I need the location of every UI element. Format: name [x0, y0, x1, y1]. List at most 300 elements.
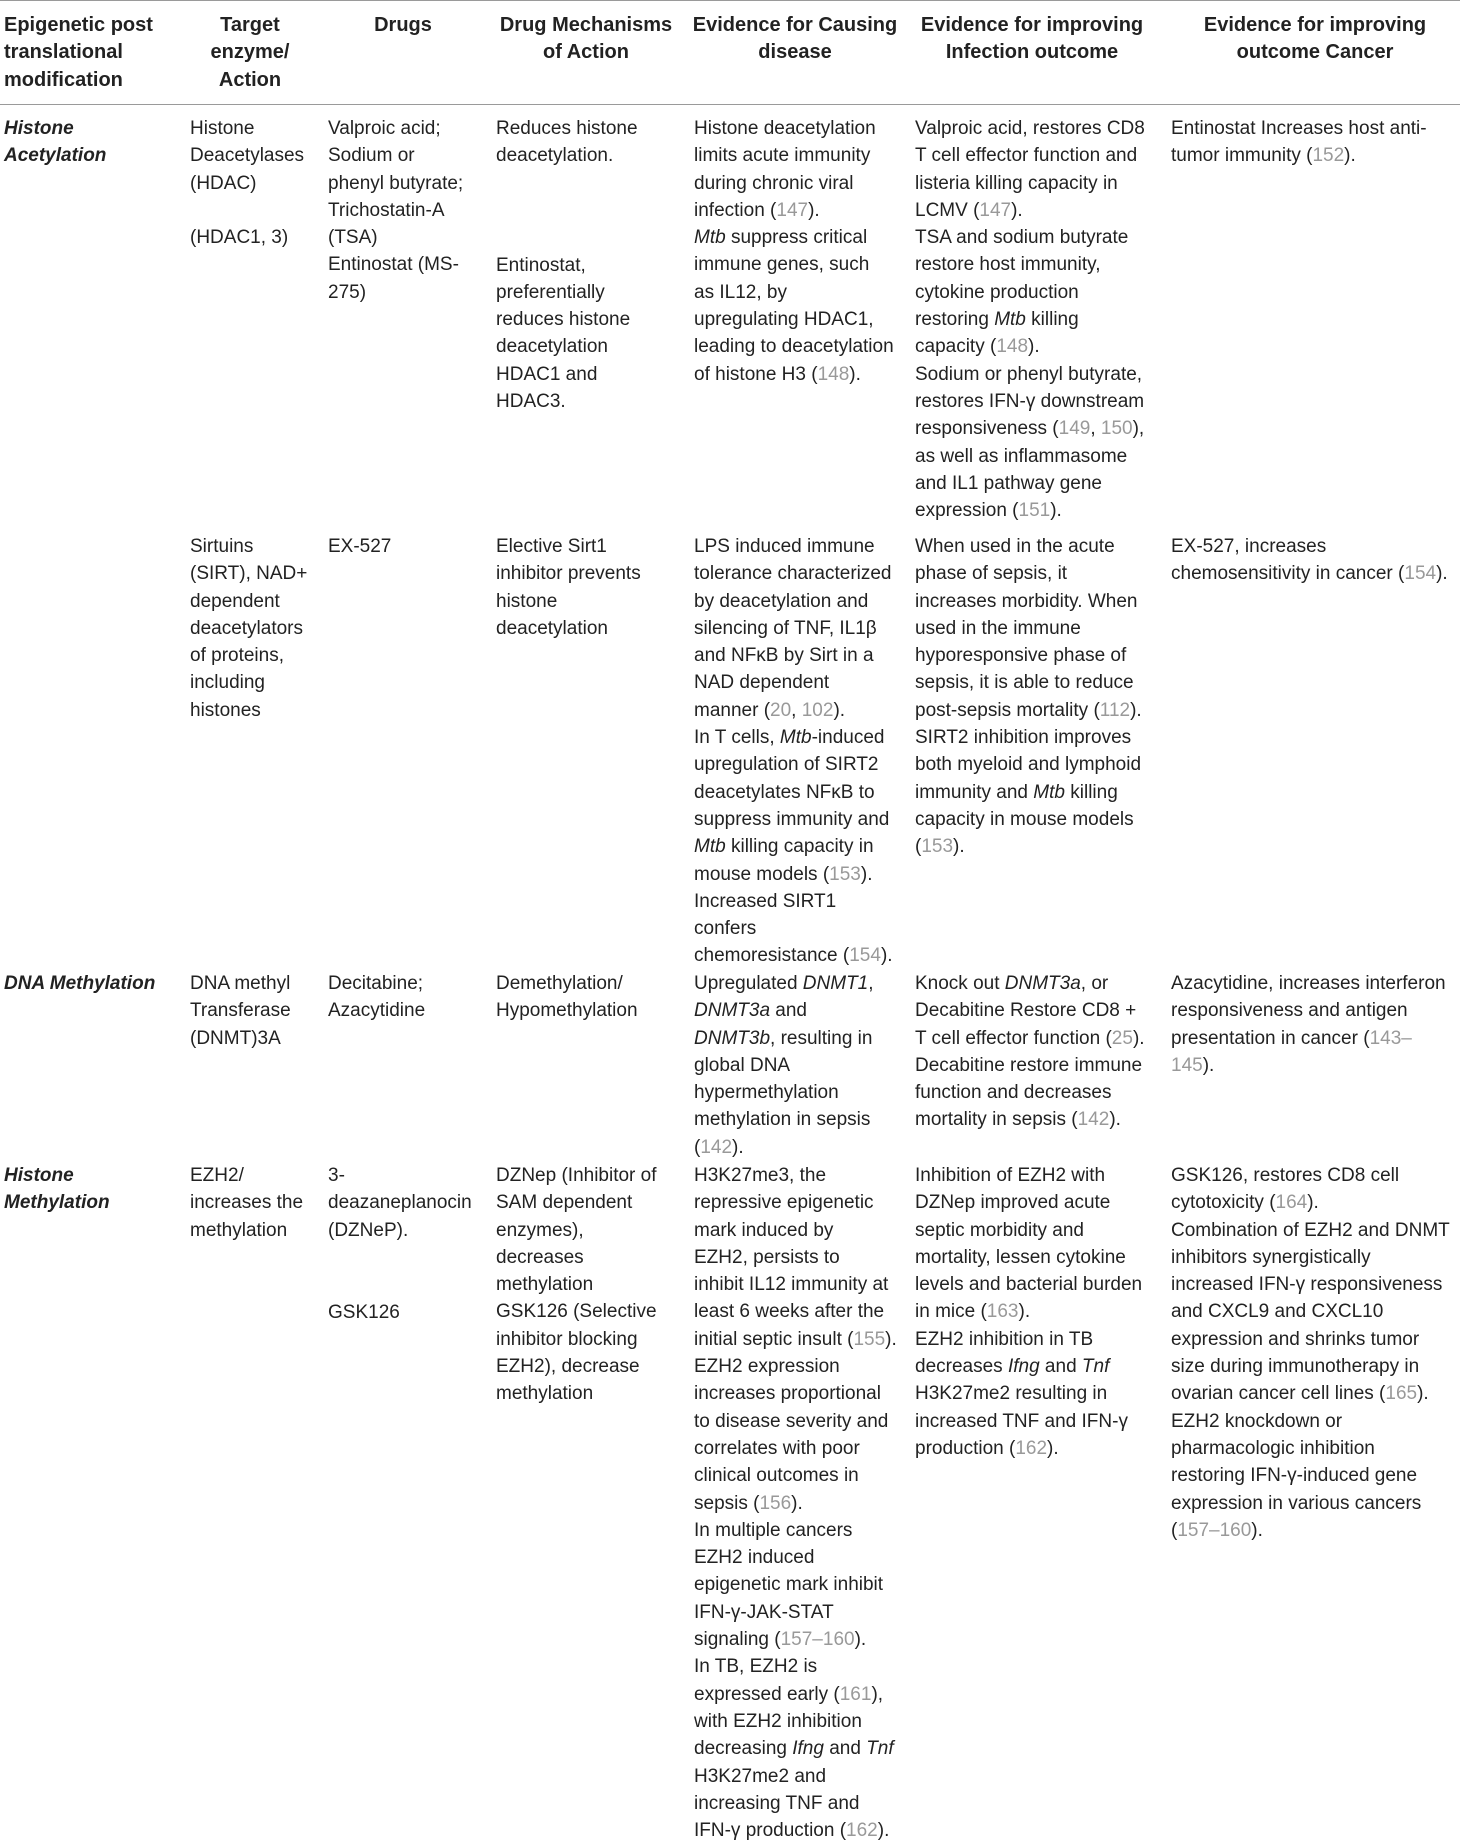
cell-line-4 — [1171, 1271, 1450, 1298]
cell-line-7 — [694, 1353, 897, 1380]
reference-link[interactable]: 20 — [770, 699, 792, 721]
cell-line-11 — [915, 833, 1142, 860]
cell-text: ). — [833, 699, 846, 721]
cell-target-enzyme — [190, 970, 291, 1052]
cell-drugs — [328, 115, 463, 306]
cell-text: limits acute immunity — [694, 145, 871, 167]
cell-text: pharmacologic inhibition — [1171, 1437, 1375, 1459]
cell-text: IFN-γ production ( — [694, 1820, 847, 1842]
cell-text: capacity ( — [915, 336, 997, 358]
cell-text: and — [770, 1000, 807, 1022]
cell-text: Valproic acid; — [328, 118, 441, 139]
cell-line-5 — [915, 669, 1142, 696]
cell-text: ). — [1251, 1519, 1263, 1541]
cell-line-8 — [694, 1380, 897, 1407]
cell-text: presentation in cancer ( — [1171, 1027, 1370, 1049]
cell-line-1 — [190, 560, 307, 587]
cell-line-6 — [915, 279, 1145, 306]
cell-text: epigenetic mark inhibit — [694, 1574, 884, 1596]
reference-link[interactable]: 157–160 — [780, 1629, 855, 1651]
cell-text: phase of sepsis, it — [915, 563, 1068, 585]
cell-text: Decitabine; — [328, 973, 424, 994]
gene-name-italic: DNMT1 — [802, 973, 869, 994]
cell-text: ). — [1344, 145, 1356, 167]
cell-line-1 — [190, 1189, 303, 1216]
cell-text: Reduces histone — [496, 118, 638, 139]
cell-text: , resulting in — [770, 1027, 873, 1049]
reference-link[interactable]: 154 — [849, 945, 881, 967]
reference-link[interactable]: 156 — [759, 1492, 792, 1514]
gene-name-italic: Ifng — [792, 1738, 824, 1760]
cell-text: 275) — [328, 281, 367, 303]
reference-link[interactable]: 147 — [979, 199, 1012, 221]
cell-text: Demethylation/ — [496, 973, 623, 994]
cell-line-6 — [915, 697, 1142, 724]
cell-line-1 — [694, 997, 874, 1024]
cell-text: hyporesponsive phase of — [915, 645, 1127, 667]
reference-link[interactable]: 112 — [1099, 699, 1131, 721]
cell-line-8 — [915, 751, 1142, 778]
cell-line-4 — [915, 224, 1145, 251]
cell-text: confers — [694, 918, 757, 940]
cell-text: ). — [953, 836, 965, 858]
cell-line-12 — [1171, 1490, 1450, 1517]
cell-line-0 — [1171, 533, 1448, 560]
cell-text: TSA and sodium butyrate — [915, 227, 1129, 249]
cell-text: GSK126 — [328, 1301, 400, 1323]
cell-text: Decabitine Restore CD8 + — [915, 1000, 1137, 1022]
cell-line-1 — [1171, 1189, 1450, 1216]
cell-line-4 — [496, 361, 630, 388]
cell-line-2 — [1171, 1217, 1450, 1244]
gene-name-italic: Tnf — [866, 1738, 894, 1760]
reference-link[interactable]: 165 — [1385, 1383, 1418, 1405]
cell-text: levels and bacterial burden — [915, 1274, 1143, 1296]
cell-line-5 — [694, 669, 893, 696]
cell-text: restore host immunity, — [915, 254, 1101, 276]
cell-line-2 — [915, 1025, 1145, 1052]
cell-line-2 — [694, 1217, 897, 1244]
reference-link[interactable]: 162 — [1015, 1437, 1048, 1459]
cell-text: restoring IFN-γ-induced gene — [1171, 1465, 1418, 1487]
reference-link[interactable]: 142 — [700, 1136, 733, 1158]
cell-text: and — [1039, 1356, 1082, 1378]
reference-link[interactable]: 157–160 — [1177, 1519, 1252, 1541]
reference-link[interactable]: 153 — [829, 863, 861, 885]
cell-line-2 — [328, 170, 463, 197]
cell-text: immunity and — [915, 781, 1034, 803]
cell-text: (TSA) — [328, 227, 378, 249]
cell-line-1 — [328, 142, 463, 169]
cell-line-7 — [1171, 1353, 1450, 1380]
cell-text: ). — [1050, 500, 1062, 522]
cell-text: In multiple cancers — [694, 1519, 853, 1541]
cell-text: (HDAC) — [190, 172, 257, 194]
cell-text: Elective Sirt1 — [496, 536, 607, 557]
cell-line-11 — [694, 1462, 897, 1489]
cell-text: GSK126, restores CD8 cell — [1171, 1165, 1400, 1186]
cell-line-3 — [190, 615, 307, 642]
cell-line-9 — [694, 779, 893, 806]
cell-mechanism — [496, 252, 630, 416]
cell-line-15 — [694, 1571, 897, 1598]
cell-text: HDAC1 and — [496, 363, 598, 385]
cell-line-2 — [496, 1217, 657, 1244]
cell-text: and IL1 pathway gene — [915, 472, 1102, 494]
cell-text: decreases — [915, 1356, 1008, 1378]
cell-line-19 — [694, 1681, 897, 1708]
cell-text: hypermethylation — [694, 1082, 839, 1104]
cell-line-0 — [694, 533, 893, 560]
reference-link[interactable]: 162 — [846, 1820, 878, 1842]
cell-text: Histone — [190, 118, 255, 139]
cell-text: HDAC3. — [496, 390, 566, 412]
cell-text: Azacytidine — [328, 1000, 426, 1022]
cell-line-2 — [694, 588, 893, 615]
cell-line-6 — [1171, 1326, 1450, 1353]
cell-text: H3K27me2 and — [694, 1765, 827, 1787]
reference-link[interactable]: 161 — [839, 1683, 872, 1705]
cell-line-0 — [1171, 970, 1446, 997]
cell-text: deacetylation. — [496, 145, 614, 167]
cell-line-22 — [694, 1763, 897, 1790]
cell-line-12 — [694, 861, 893, 888]
cell-line-0 — [190, 224, 288, 251]
category-line: DNA Methylation — [4, 973, 156, 994]
cell-text: Hypomethylation — [496, 1000, 638, 1022]
cell-text: signaling ( — [694, 1629, 781, 1651]
cell-text: EX-527, increases — [1171, 536, 1327, 557]
cell-line-8 — [694, 333, 894, 360]
cell-line-6 — [328, 279, 463, 306]
cell-line-5 — [190, 669, 307, 696]
reference-link[interactable]: 148 — [996, 336, 1029, 358]
cell-text: H3K27me3, the — [694, 1165, 827, 1186]
cell-line-4 — [328, 224, 463, 251]
reference-link[interactable]: 163 — [986, 1301, 1019, 1323]
cell-text: used in the immune — [915, 617, 1081, 639]
cell-line-3 — [915, 615, 1142, 642]
cell-cancer-evidence — [1171, 970, 1446, 1079]
cell-line-12 — [915, 443, 1145, 470]
cell-text: killing — [1025, 309, 1079, 331]
cell-line-14 — [694, 1544, 897, 1571]
cell-line-1 — [496, 1189, 657, 1216]
cell-text: histone — [496, 590, 558, 612]
cell-text: sepsis ( — [694, 1492, 760, 1514]
cell-line-1 — [496, 142, 638, 169]
gene-name-italic: DNMT3a — [1004, 973, 1081, 994]
cell-line-3 — [694, 1052, 874, 1079]
cell-text: suppress immunity and — [694, 808, 890, 830]
cell-line-2 — [190, 588, 307, 615]
cell-line-5 — [1171, 1298, 1450, 1325]
gene-name-italic: Ifng — [1007, 1356, 1040, 1378]
cell-text: ). — [854, 1629, 867, 1651]
cell-line-6 — [694, 697, 893, 724]
cell-drugs — [328, 970, 425, 1025]
cell-line-4 — [915, 1079, 1145, 1106]
cell-line-9 — [915, 1408, 1142, 1435]
reference-link[interactable]: 151 — [1018, 500, 1051, 522]
cell-text: expression and shrinks tumor — [1171, 1328, 1420, 1350]
cell-text: during chronic viral — [694, 172, 854, 194]
cell-text: ). — [1109, 1109, 1121, 1131]
cell-text: Deacetylases — [190, 145, 305, 167]
cell-text: methylation in sepsis — [694, 1109, 871, 1131]
cell-disease-evidence — [694, 970, 874, 1161]
cell-line-11 — [915, 415, 1145, 442]
reference-link[interactable]: 143– — [1369, 1027, 1412, 1049]
gene-name-italic: Mtb — [694, 836, 726, 858]
cell-text: repressive epigenetic — [694, 1192, 874, 1214]
cell-text: (DZNeP). — [328, 1219, 409, 1241]
cell-line-8 — [915, 1380, 1142, 1407]
cell-text: listeria killing capacity in — [915, 172, 1118, 194]
reference-link[interactable]: 25 — [1111, 1027, 1133, 1049]
header-drugs: Drugs — [374, 14, 432, 36]
cell-text: expression ( — [915, 500, 1019, 522]
reference-link[interactable]: 142 — [1077, 1109, 1110, 1131]
cell-text: sepsis, it is able to reduce — [915, 672, 1134, 694]
cell-text: ). — [885, 1328, 897, 1350]
cell-line-6 — [496, 1326, 657, 1353]
cell-text: and CXCL9 and CXCL10 — [1171, 1301, 1384, 1323]
cell-line-10 — [694, 806, 893, 833]
cell-text: EZH2, persists to — [694, 1246, 840, 1268]
cell-line-10 — [1171, 1435, 1450, 1462]
cell-text: responsiveness ( — [915, 418, 1059, 440]
cell-text: ). — [1436, 563, 1448, 585]
cell-line-5 — [328, 251, 463, 278]
cell-category — [4, 1162, 110, 1217]
cell-text: LCMV ( — [915, 199, 980, 221]
cell-line-0 — [496, 252, 630, 279]
cell-text: (SIRT), NAD+ — [190, 563, 308, 585]
reference-link[interactable]: 102 — [801, 699, 834, 721]
header-evidence-cancer-outcome: Evidence for improving outcome Cancer — [1203, 14, 1427, 64]
cell-line-2 — [1171, 1025, 1446, 1052]
cell-line-2 — [915, 1217, 1142, 1244]
cell-line-5 — [694, 1298, 897, 1325]
cell-text: ). — [1028, 336, 1040, 358]
cell-line-2 — [915, 588, 1142, 615]
cell-text: clinical outcomes in — [694, 1465, 859, 1487]
cell-disease-evidence — [694, 1162, 897, 1844]
cell-text: mouse models ( — [694, 863, 830, 885]
cell-line-3 — [496, 333, 630, 360]
cell-line-0 — [496, 533, 641, 560]
cell-text: leading to deacetylation — [694, 336, 894, 358]
reference-link[interactable]: 145 — [1171, 1054, 1203, 1076]
cell-line-11 — [694, 833, 893, 860]
cell-target-enzyme — [190, 224, 288, 251]
cell-line-0 — [328, 1162, 472, 1189]
cell-text: Combination of EZH2 and DNMT — [1171, 1219, 1450, 1241]
cell-line-5 — [694, 1106, 874, 1133]
gene-name-italic: Mtb — [1033, 781, 1065, 803]
cell-line-1 — [328, 1189, 472, 1216]
cell-line-0 — [915, 1162, 1142, 1189]
cell-text: Sodium or phenyl butyrate, — [915, 363, 1143, 385]
cell-line-1 — [915, 560, 1142, 587]
cell-text: production ( — [915, 1437, 1016, 1459]
cell-text: increasing TNF and — [694, 1792, 860, 1814]
cell-line-10 — [694, 1435, 897, 1462]
cell-text: global DNA — [694, 1054, 791, 1076]
cell-text: deacetylation — [496, 617, 608, 639]
cell-line-0 — [915, 970, 1145, 997]
reference-link[interactable]: 148 — [817, 363, 850, 385]
cell-text: methylation — [190, 1219, 288, 1241]
cell-text: ). — [1132, 1027, 1145, 1049]
cell-line-4 — [694, 1271, 897, 1298]
reference-link[interactable]: 147 — [776, 199, 809, 221]
cell-text: When used in the acute — [915, 536, 1115, 557]
cell-text: DZNep (Inhibitor of — [496, 1165, 657, 1186]
cell-mechanism — [496, 115, 638, 170]
cell-infection-evidence — [915, 533, 1142, 861]
reference-link[interactable]: 164 — [1275, 1192, 1308, 1214]
cell-line-2 — [694, 1025, 874, 1052]
reference-link[interactable]: 154 — [1404, 563, 1437, 585]
reference-link[interactable]: 149 — [1058, 418, 1091, 440]
cell-line-2 — [328, 1217, 472, 1244]
cell-text: silencing of TNF, IL1β — [694, 617, 877, 639]
cell-line-5 — [496, 388, 630, 415]
cell-text: EZH2/ — [190, 1165, 244, 1186]
reference-link[interactable]: 153 — [921, 836, 954, 858]
cell-text: ). — [860, 863, 873, 885]
cell-text: chemosensitivity in cancer ( — [1171, 563, 1405, 585]
cell-text: phenyl butyrate; — [328, 172, 464, 194]
cell-line-4 — [190, 642, 307, 669]
gene-name-italic: DNMT3b — [694, 1027, 771, 1049]
cell-line-4 — [694, 642, 893, 669]
cell-text: deacetylates NFκB to — [694, 781, 875, 803]
cell-text: ( — [694, 1136, 701, 1158]
reference-link[interactable]: 152 — [1312, 145, 1345, 167]
cell-infection-evidence — [915, 1162, 1142, 1462]
cell-target-enzyme — [190, 533, 307, 724]
cell-text: decreases — [496, 1246, 584, 1268]
cell-line-14 — [915, 497, 1145, 524]
cell-text: ( — [1171, 1519, 1178, 1541]
cell-text: 3- — [328, 1165, 345, 1186]
cell-text: Transferase — [190, 1000, 291, 1022]
cell-line-10 — [915, 1435, 1142, 1462]
cell-infection-evidence — [915, 115, 1145, 524]
cell-line-2 — [496, 306, 630, 333]
cell-line-1 — [496, 279, 630, 306]
cell-text: upregulation of SIRT2 — [694, 754, 879, 776]
cell-text: killing capacity in — [725, 836, 874, 858]
cell-text: manner ( — [694, 699, 771, 721]
cell-text: initial septic insult ( — [694, 1328, 854, 1350]
cell-line-2 — [915, 170, 1145, 197]
cell-category — [4, 970, 155, 997]
cell-text: T cell effector function and — [915, 145, 1138, 167]
cell-line-16 — [694, 1599, 897, 1626]
cell-mechanism — [496, 1162, 657, 1408]
cell-text: DNA methyl — [190, 973, 291, 994]
cell-text: DZNep improved acute — [915, 1192, 1111, 1214]
cell-line-0 — [328, 115, 463, 142]
cell-line-8 — [694, 751, 893, 778]
reference-link[interactable]: 150 — [1100, 418, 1133, 440]
cell-text: inhibitor blocking — [496, 1328, 638, 1350]
header-bottom-rule — [0, 104, 1460, 105]
cell-text: Azacytidine, increases interferon — [1171, 973, 1446, 994]
cell-line-1 — [190, 997, 291, 1024]
cell-text: ). — [1417, 1383, 1429, 1405]
cell-line-13 — [1171, 1517, 1450, 1544]
cell-line-7 — [694, 724, 893, 751]
cell-text: restores IFN-γ downstream — [915, 390, 1145, 412]
cell-text: Entinostat Increases host anti- — [1171, 118, 1427, 139]
cell-line-1 — [1171, 142, 1427, 169]
category-line: Histone — [4, 118, 74, 139]
cell-text: LPS induced immune — [694, 536, 875, 557]
cell-line-1 — [190, 142, 304, 169]
cell-text: Knock out — [915, 973, 1005, 994]
cell-line-11 — [1171, 1462, 1450, 1489]
cell-text: including — [190, 672, 265, 694]
cell-text: deazaneplanocin — [328, 1192, 472, 1214]
cell-line-0 — [915, 115, 1145, 142]
cell-line-5 — [915, 1106, 1145, 1133]
cell-text: , — [1090, 418, 1101, 440]
cell-text: , or — [1080, 973, 1109, 994]
cell-line-5 — [694, 251, 894, 278]
header-evidence-infection-outcome: Evidence for improving Infection outcome — [920, 14, 1144, 64]
cell-text: (DNMT)3A — [190, 1027, 281, 1049]
cell-text: , — [791, 699, 802, 721]
cell-line-3 — [694, 1244, 897, 1271]
cell-line-18 — [694, 1653, 897, 1680]
cell-text: mortality, lessen cytokine — [915, 1246, 1126, 1268]
header-evidence-causing-disease: Evidence for Causing disease — [692, 14, 898, 64]
cell-line-0 — [694, 115, 894, 142]
cell-line-3 — [328, 197, 463, 224]
cell-text: methylation — [496, 1383, 594, 1405]
cell-text: SAM dependent — [496, 1192, 633, 1214]
cell-line-8 — [915, 333, 1145, 360]
cell-line-14 — [694, 915, 893, 942]
cell-line-1 — [694, 560, 893, 587]
cell-line-0 — [190, 115, 304, 142]
cell-line-21 — [694, 1735, 897, 1762]
cell-text: ). — [1202, 1054, 1215, 1076]
cell-text: function and decreases — [915, 1082, 1112, 1104]
cell-text: (HDAC1, 3) — [190, 227, 289, 249]
cell-cancer-evidence — [1171, 115, 1427, 170]
cell-line-23 — [694, 1790, 897, 1817]
cell-line-4 — [496, 1271, 657, 1298]
cell-text: ). — [1011, 199, 1023, 221]
cell-text: decreasing — [694, 1738, 793, 1760]
cell-text: post-sepsis mortality ( — [915, 699, 1100, 721]
cell-line-0 — [496, 970, 638, 997]
reference-link[interactable]: 155 — [853, 1328, 886, 1350]
cell-text: ). — [808, 199, 820, 221]
cell-text: IFN-γ-JAK-STAT — [694, 1601, 834, 1623]
cell-text: mark induced by — [694, 1219, 834, 1241]
cell-text: inhibitor prevents — [496, 563, 641, 585]
category-line: Methylation — [4, 1192, 110, 1214]
cell-text: Trichostatin-A — [328, 199, 445, 221]
cell-text: restoring — [915, 309, 995, 331]
